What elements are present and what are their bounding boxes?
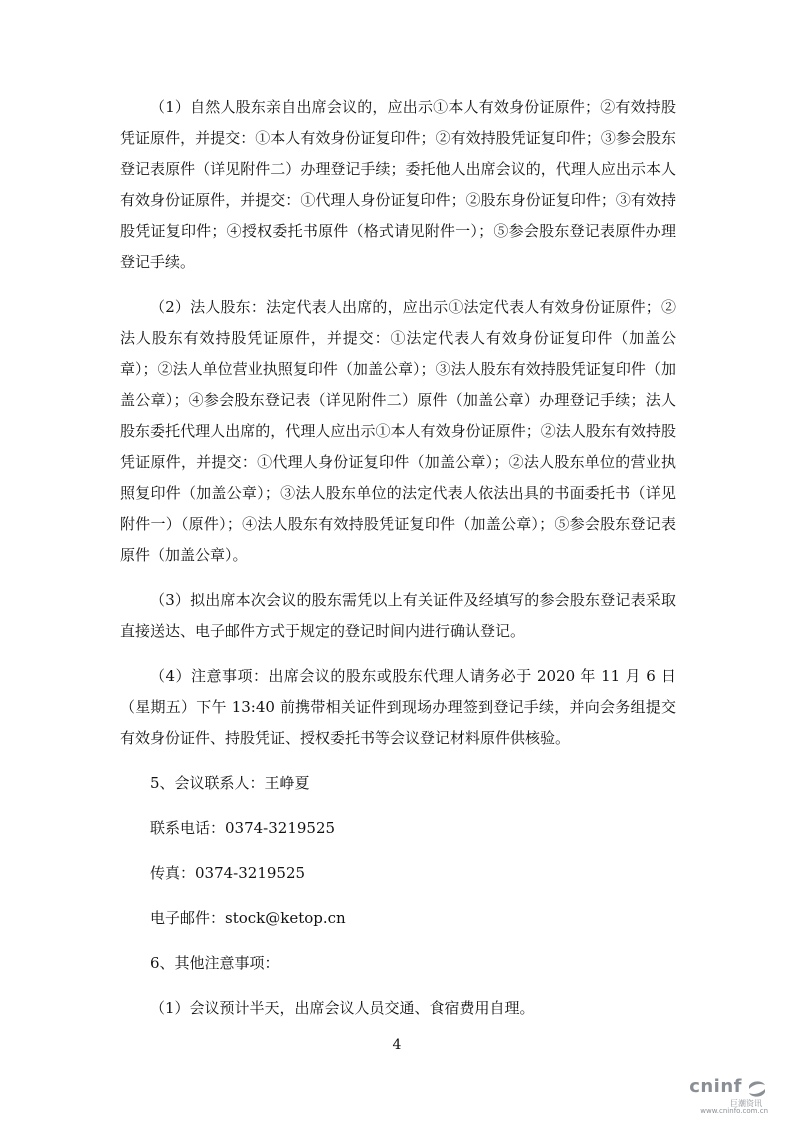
paragraph-notes: （4）注意事项：出席会议的股东或股东代理人请务必于 2020 年 11 月 6 日（星期五）下午 13:40 前携带相关证件到现场办理签到登记手续，并向会务组提交有效身份证件、持股凭证、授权委托书等会议登记材料原件供核验。 (120, 667, 676, 747)
contact-email: 电子邮件：stock@ketop.cn (150, 909, 346, 927)
contact-fax: 传真：0374-3219525 (150, 864, 306, 882)
other-item-1: （1）会议预计半天，出席会议人员交通、食宿费用自理。 (150, 999, 535, 1017)
paragraph-legal-person: （2）法人股东：法定代表人出席的，应出示①法定代表人有效身份证原件；②法人股东有效持股凭证原件，并提交：①法定代表人有效身份证复印件（加盖公章）；②法人单位营业执照复印件（加盖公章）；③法人股东有效持股凭证复印件（加盖公章）；④参会股东登记表（详见附件二）原件（加盖公章）办理登记手续；法人股东委托代理人出席的，代理人应出示①本人有效身份证原件；②法人股东有效持股凭证原件，并提交：①代理人身份证复印件（加盖公章）；②法人股东单位的营业执照复印件（加盖公章）；③法人股东单位的法定代表人依法出具的书面委托书（详见附件一）（原件）；④法人股东有效持股凭证复印件（加盖公章）；⑤参会股东登记表原件（加盖公章）。 (120, 298, 676, 564)
document-body (120, 92, 676, 1038)
watermark-url: www.cninfo.com.cn (700, 1107, 768, 1115)
watermark-sub: 巨潮资讯 (730, 1099, 762, 1108)
contact-phone: 联系电话：0374-3219525 (150, 819, 336, 837)
cninfo-watermark (648, 1076, 768, 1116)
contact-heading: 5、会议联系人：王峥夏 (150, 774, 310, 792)
paragraph-registration: （3）拟出席本次会议的股东需凭以上有关证件及经填写的参会股东登记表采取直接送达、电子邮件方式于规定的登记时间内进行确认登记。 (120, 591, 676, 640)
other-heading: 6、其他注意事项： (150, 954, 280, 972)
cninfo-logo-icon (746, 1078, 768, 1100)
paragraph-natural-person: （1）自然人股东亲自出席会议的，应出示①本人有效身份证原件；②有效持股凭证原件，并提交：①本人有效身份证复印件；②有效持股凭证复印件；③参会股东登记表原件（详见附件二）办理登记手续；委托他人出席会议的，代理人应出示本人有效身份证原件，并提交：①代理人身份证复印件；②股东身份证复印件；③有效持股凭证复印件；④授权委托书原件（格式请见附件一）；⑤参会股东登记表原件办理登记手续。 (120, 98, 676, 271)
watermark-brand: cninf (689, 1076, 742, 1097)
page-number: 4 (392, 1037, 402, 1053)
